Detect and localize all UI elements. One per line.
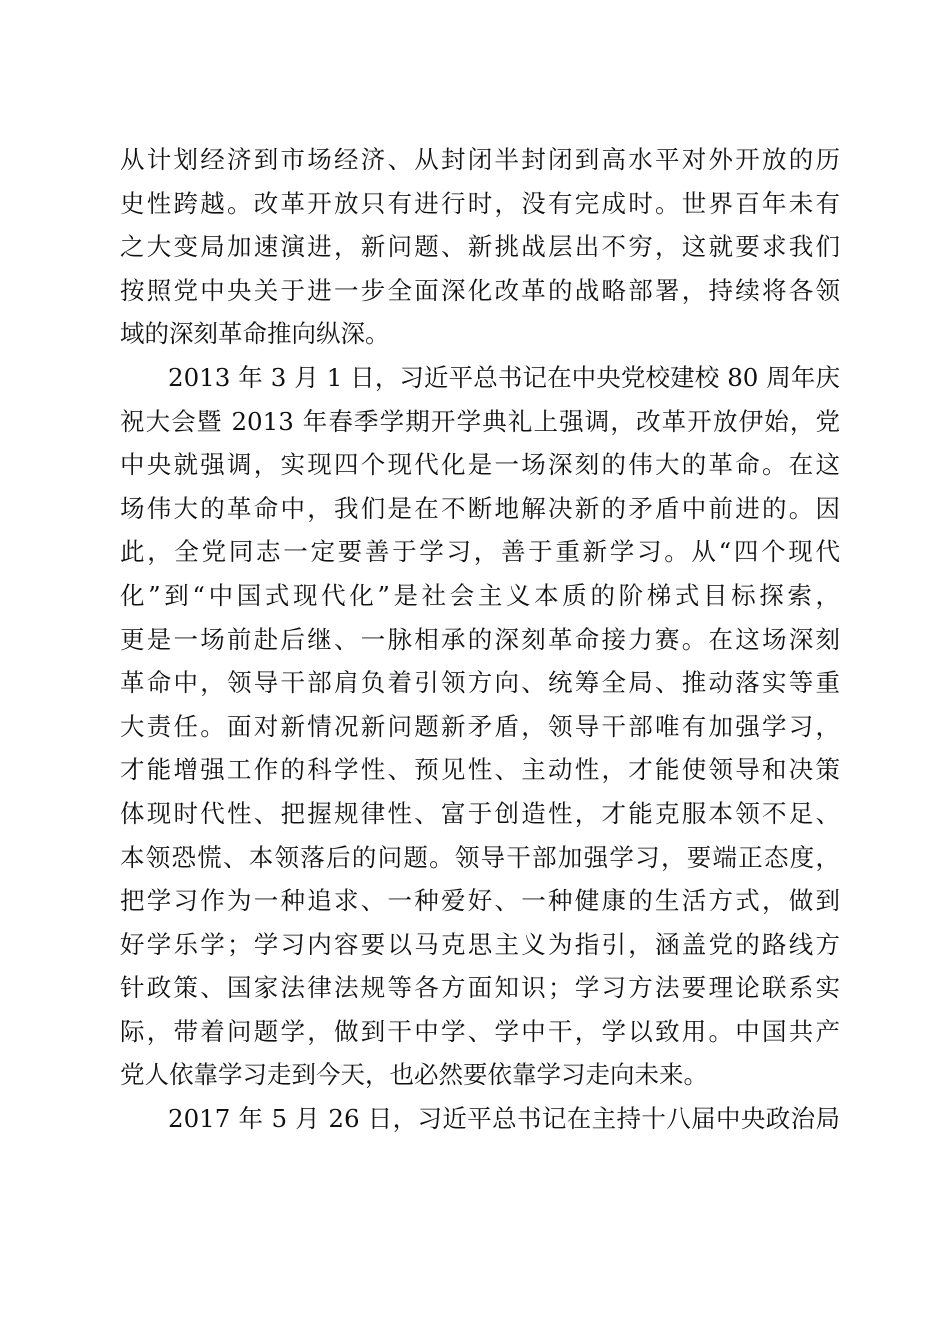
text-line: 化”到“中国式现代化”是社会主义本质的阶梯式目标探索， [120, 580, 840, 610]
text-line: 祝大会暨 2013 年春季学期开学典礼上强调，改革开放伊始，党 [120, 406, 840, 436]
text-line: 把学习作为一种追求、一种爱好、一种健康的生活方式，做到 [120, 886, 840, 916]
text-line: 从计划经济到市场经济、从封闭半封闭到高水平对外开放的历 [120, 145, 840, 174]
text-line: 场伟大的革命中，我们是在不断地解决新的矛盾中前进的。因 [120, 493, 840, 523]
paragraph-first-line: 2017 年 5 月 26 日，习近平总书记在主持十八届中央政治局 [168, 1104, 840, 1134]
text-line: 好学乐学；学习内容要以马克思主义为指引，涵盖党的路线方 [120, 929, 840, 959]
text-line: 党人依靠学习走到今天，也必然要依靠学习走向未来。 [120, 1060, 708, 1090]
text-line: 大责任。面对新情况新问题新矛盾，领导干部唯有加强学习， [120, 711, 840, 741]
paragraph-first-line: 2013 年 3 月 1 日，习近平总书记在中央党校建校 80 周年庆 [168, 362, 840, 392]
text-line: 域的深刻革命推向纵深。 [120, 319, 390, 349]
text-line: 体现时代性、把握规律性、富于创造性，才能克服本领不足、 [120, 798, 840, 828]
text-line: 中央就强调，实现四个现代化是一场深刻的伟大的革命。在这 [120, 450, 840, 480]
text-line: 史性跨越。改革开放只有进行时，没有完成时。世界百年未有 [120, 188, 840, 218]
text-line: 革命中，领导干部肩负着引领方向、统筹全局、推动落实等重 [120, 668, 840, 698]
text-line: 才能增强工作的科学性、预见性、主动性，才能使领导和决策 [120, 755, 840, 785]
text-line: 之大变局加速演进，新问题、新挑战层出不穷，这就要求我们 [120, 232, 840, 262]
text-line: 际，带着问题学，做到干中学、学中干，学以致用。中国共产 [120, 1016, 840, 1046]
text-line: 按照党中央关于进一步全面深化改革的战略部署，持续将各领 [120, 275, 840, 305]
document-body [120, 138, 840, 1141]
text-line: 此，全党同志一定要善于学习，善于重新学习。从“四个现代 [120, 537, 840, 567]
text-line: 本领恐慌、本领落后的问题。领导干部加强学习，要端正态度， [120, 842, 840, 872]
text-line: 更是一场前赴后继、一脉相承的深刻革命接力赛。在这场深刻 [120, 624, 840, 654]
text-line: 针政策、国家法律法规等各方面知识；学习方法要理论联系实 [120, 973, 840, 1003]
